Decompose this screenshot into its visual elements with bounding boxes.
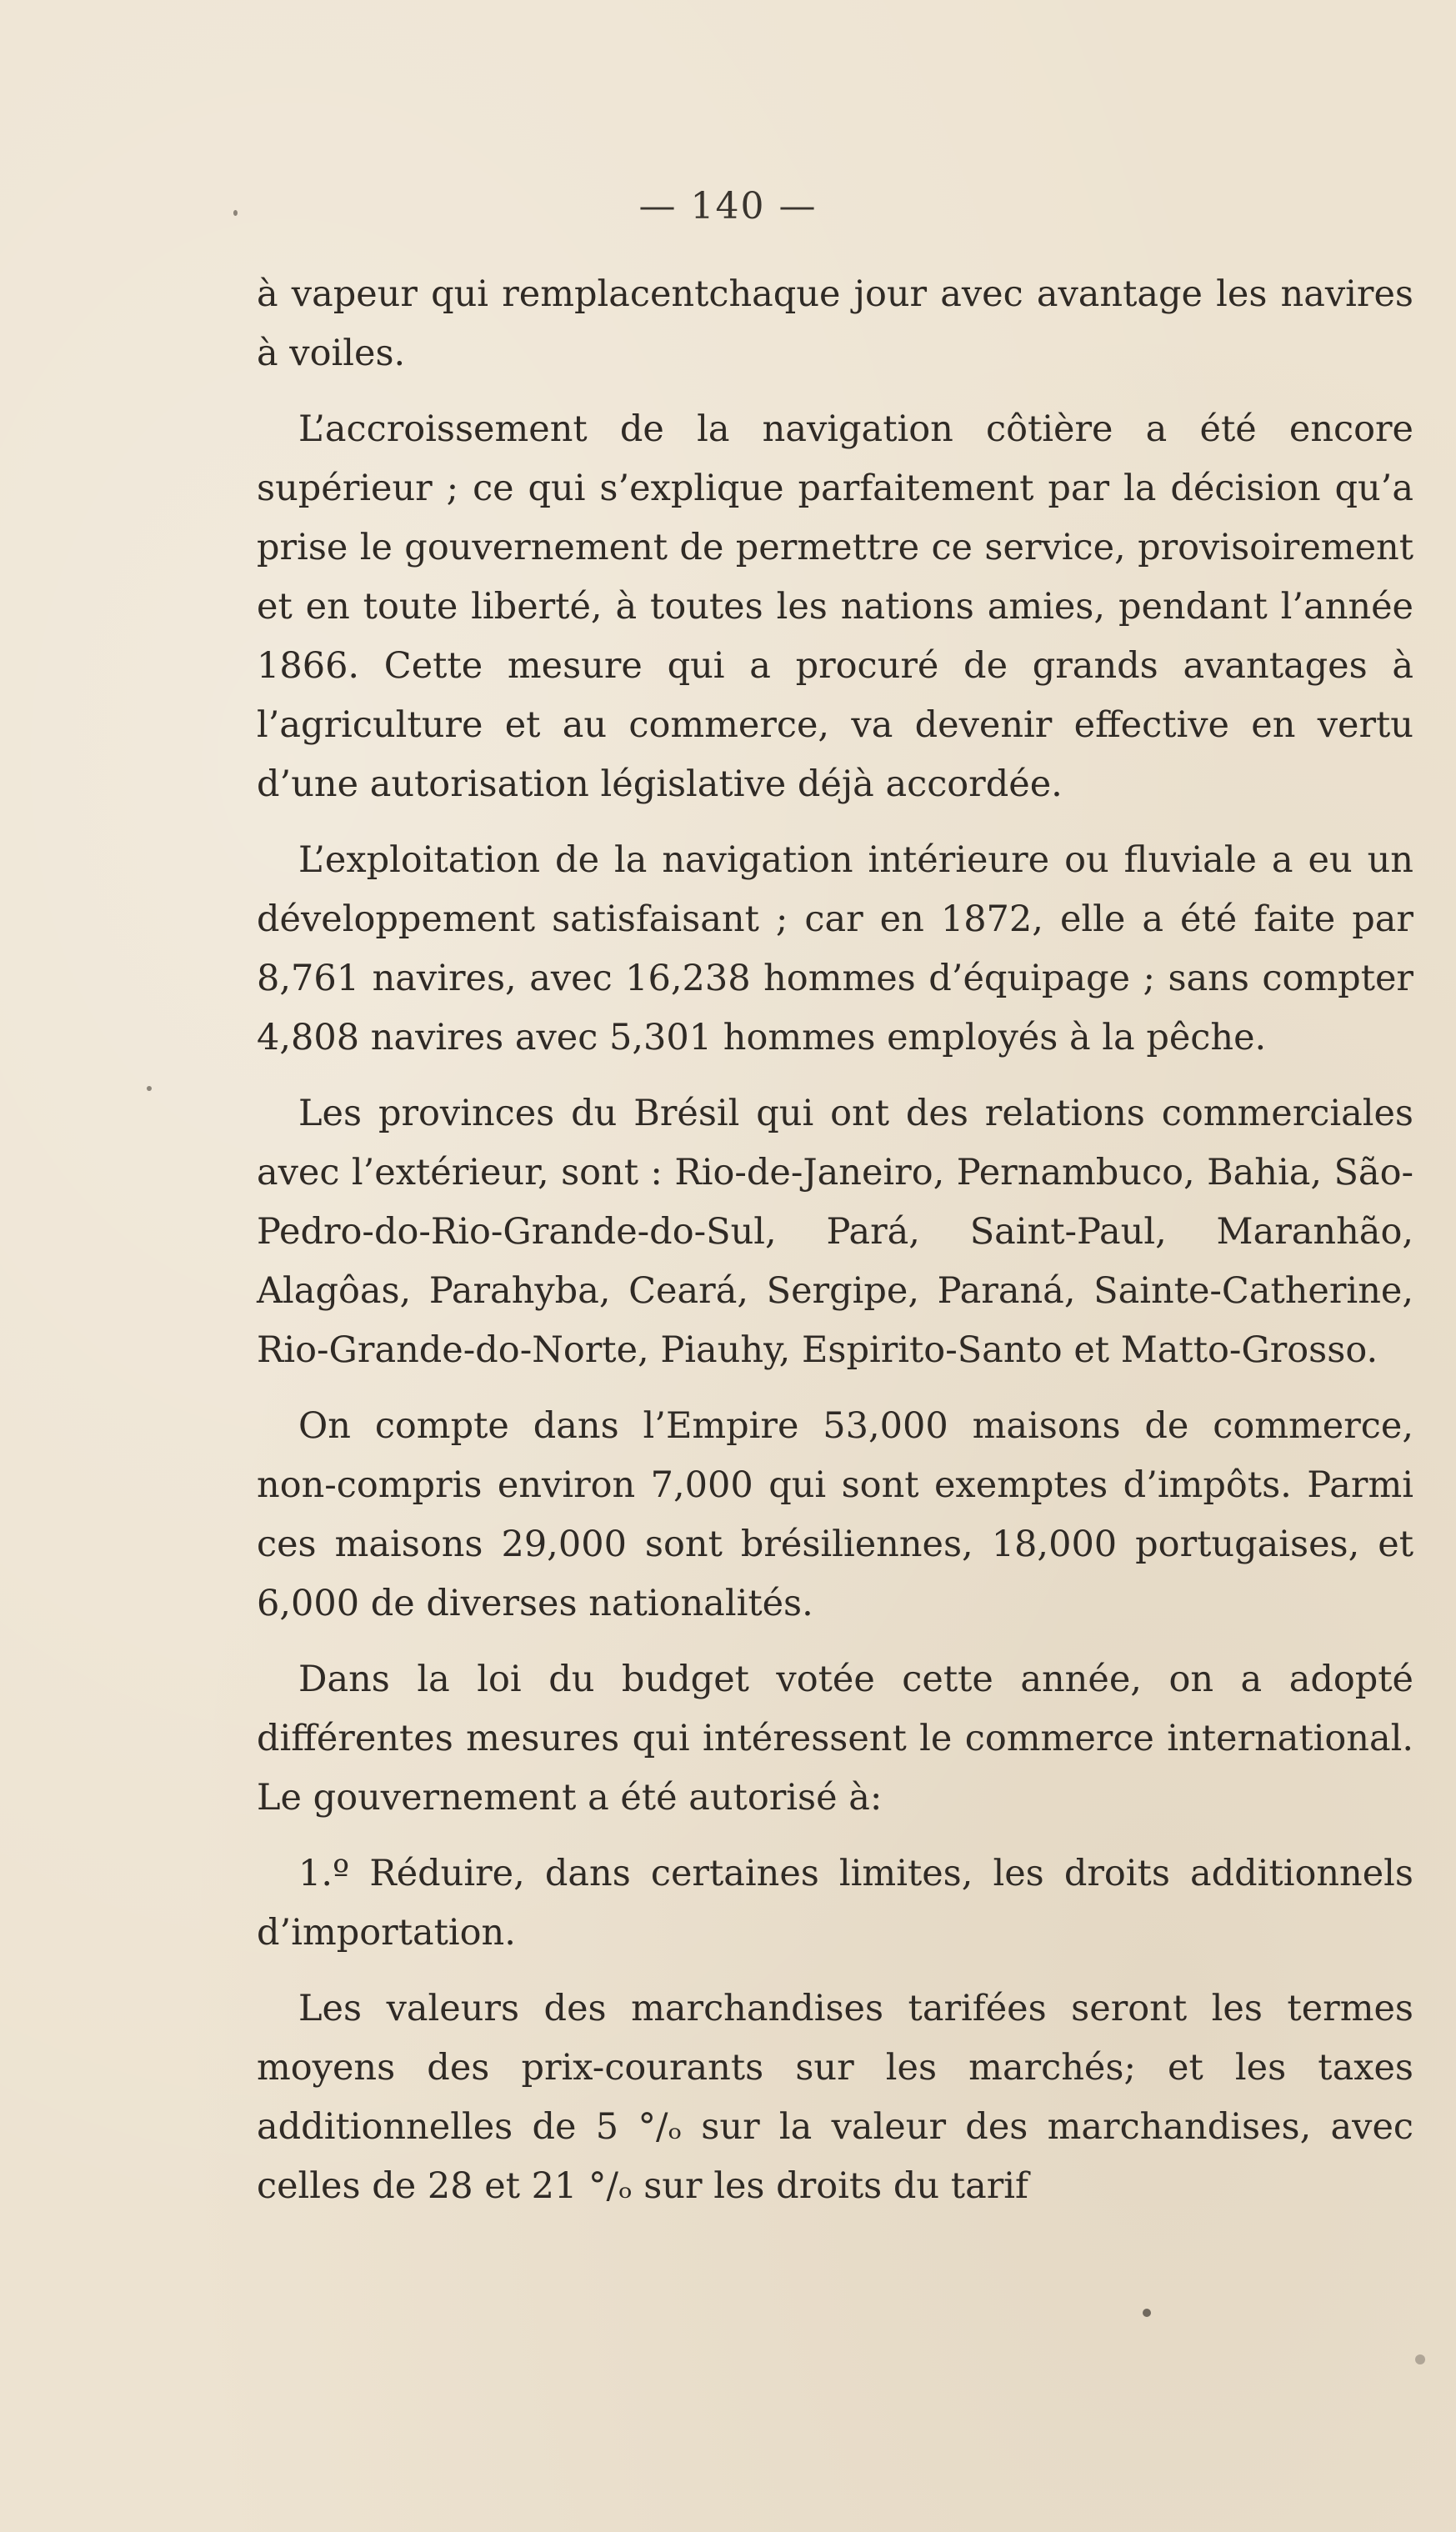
paper-speck [233,210,238,216]
page-number: — 140 — [638,185,818,228]
paragraph-commerce-houses: On compte dans l’Empire 53,000 maisons de commerce, non-compris environ 7,000 qui sont exemptes d’impôts. Parmi ces maisons 29,000 sont brésiliennes, 18,000 portugaises, et 6,000 de diverses nationalités. [257,1405,1413,1624]
paper-speck [1415,2354,1425,2364]
paragraph-measure-1: 1.º Réduire, dans certaines limites, les droits additionnels d’importation. [257,1853,1413,1954]
paper-speck [1143,2309,1151,2317]
paragraph-continuation: à vapeur qui remplacentchaque jour avec avantage les navires à voiles. [257,273,1413,374]
paragraph-coastal-navigation: L’accroissement de la navigation côtière a été encore supérieur ; ce qui s’explique parfaitement par la décision qu’a prise le gouvernement de permettre ce service, provisoirement et en toute liberté, à toutes les nations amies, pendant l’année 1866. Cette mesure qui a procuré de grands avantages à l’agriculture et au commerce, va devenir effective en vertu d’une autorisation législative déjà accordée. [257,408,1413,805]
paragraph-budget-law: Dans la loi du budget votée cette année, on a adopté différentes mesures qui intéressent le commerce international. Le gouvernement a été autorisé à: [257,1659,1413,1819]
paragraph-tariff-values: Les valeurs des marchandises tarifées seront les termes moyens des prix-courants sur les marchés; et les taxes additionnelles de 5 °/ₒ sur la valeur des marchandises, avec celles de 28 et 21 °/ₒ sur les droits du tarif [257,1988,1413,2207]
paper-speck [147,1086,152,1091]
body-text [257,265,1413,2233]
paragraph-inland-navigation: L’exploitation de la navigation intérieure ou fluviale a eu un développement satisfaisant ; car en 1872, elle a été faite par 8,761 navires, avec 16,238 hommes d’équipage ; sans compter 4,808 navires avec 5,301 hommes employés à la pêche. [257,839,1413,1058]
paragraph-provinces: Les provinces du Brésil qui ont des relations commerciales avec l’extérieur, sont : Rio-de-Janeiro, Pernambuco, Bahia, São-Pedro-do-Rio-Grande-do-Sul, Pará, Saint-Paul, Maranhão, Alagôas, Parahyba, Ceará, Sergipe, Paraná, Sainte-Catherine, Rio-Grande-do-Norte, Piauhy, Espirito-Santo et Matto-Grosso. [257,1093,1413,1371]
